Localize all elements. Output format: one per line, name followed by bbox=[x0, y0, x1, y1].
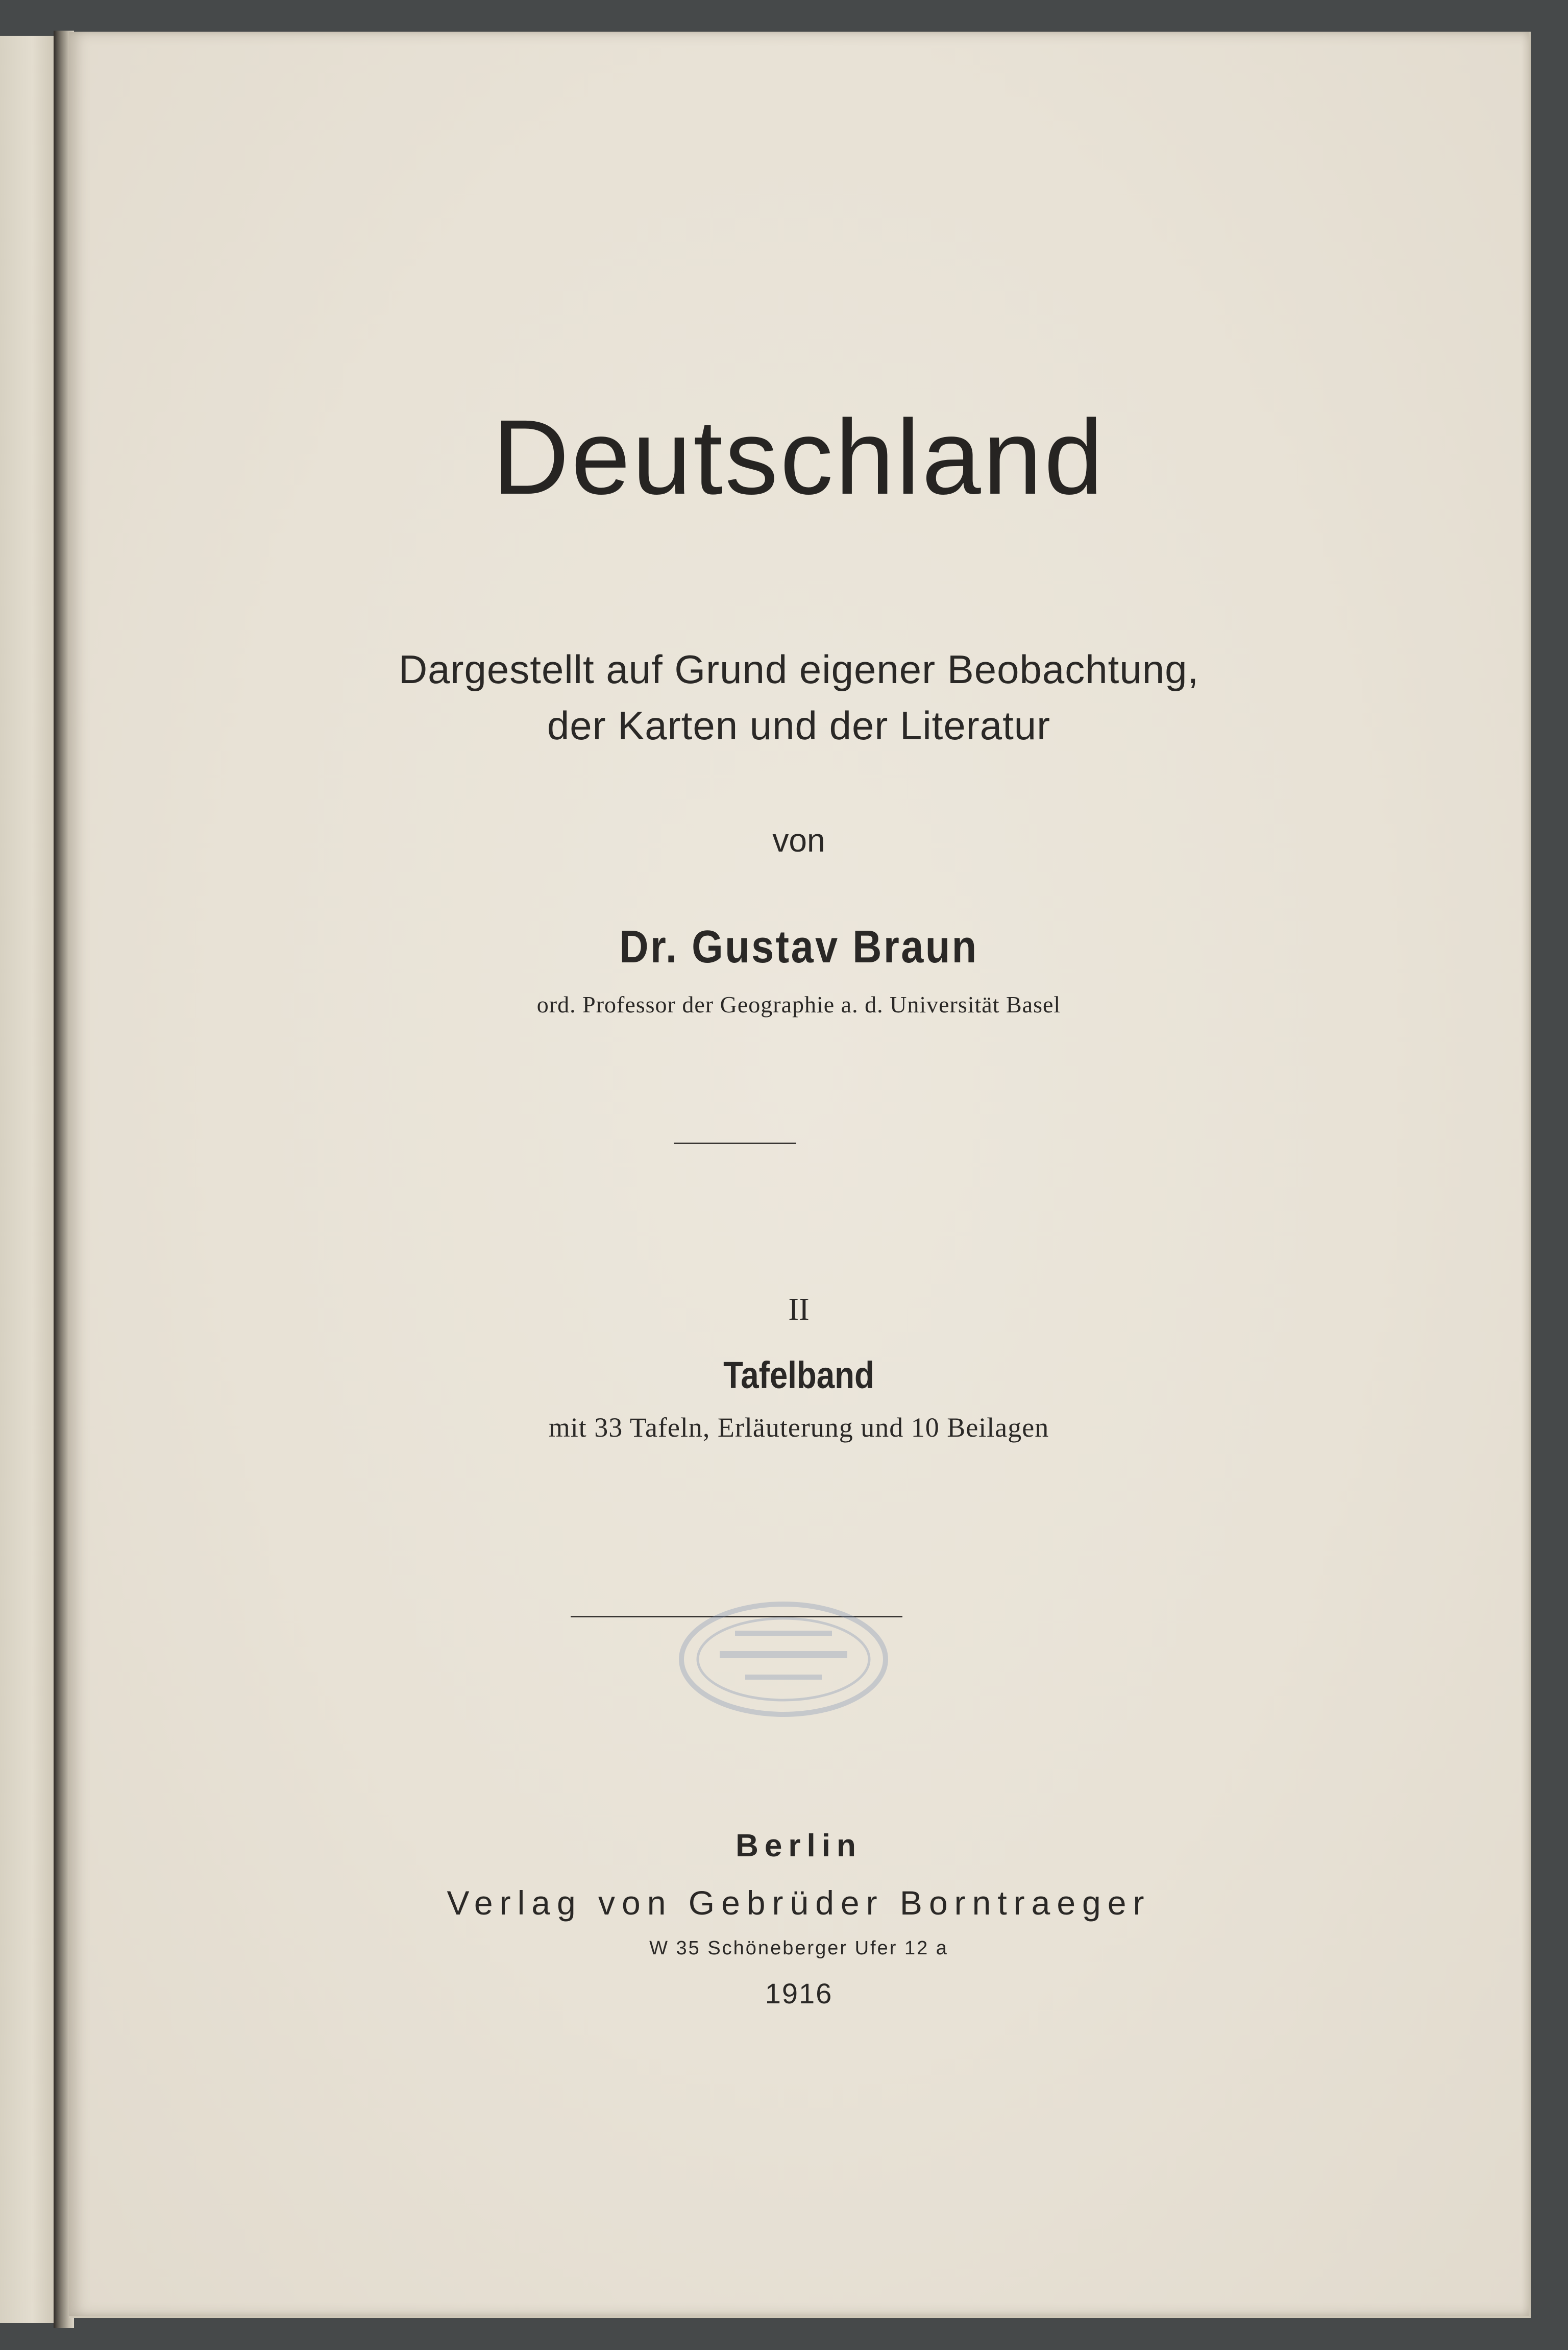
left-page-edge bbox=[0, 36, 54, 2323]
volume-contents: mit 33 Tafeln, Erläuterung und 10 Beilagen bbox=[548, 1412, 1049, 1443]
publisher-address: W 35 Schöneberger Ufer 12 a bbox=[649, 1937, 948, 1959]
subtitle-line-1: Dargestellt auf Grund eigener Beobachtung, bbox=[398, 647, 1199, 692]
volume-title: Tafelband bbox=[723, 1354, 874, 1396]
author-affiliation: ord. Professor der Geographie a. d. Universität Basel bbox=[536, 991, 1061, 1017]
subtitle-line-2: der Karten und der Literatur bbox=[547, 703, 1051, 748]
title-page bbox=[69, 32, 1531, 2318]
volume-number: II bbox=[788, 1292, 810, 1327]
publisher-name: Verlag von Gebrüder Borntraeger bbox=[447, 1884, 1151, 1922]
library-stamp-icon bbox=[674, 1598, 893, 1721]
publication-place: Berlin bbox=[736, 1828, 862, 1863]
by-word: von bbox=[772, 822, 825, 859]
divider-short bbox=[674, 1143, 796, 1144]
publication-year: 1916 bbox=[765, 1977, 833, 2009]
author-name: Dr. Gustav Braun bbox=[619, 922, 978, 973]
book-title: Deutschland bbox=[492, 398, 1106, 517]
